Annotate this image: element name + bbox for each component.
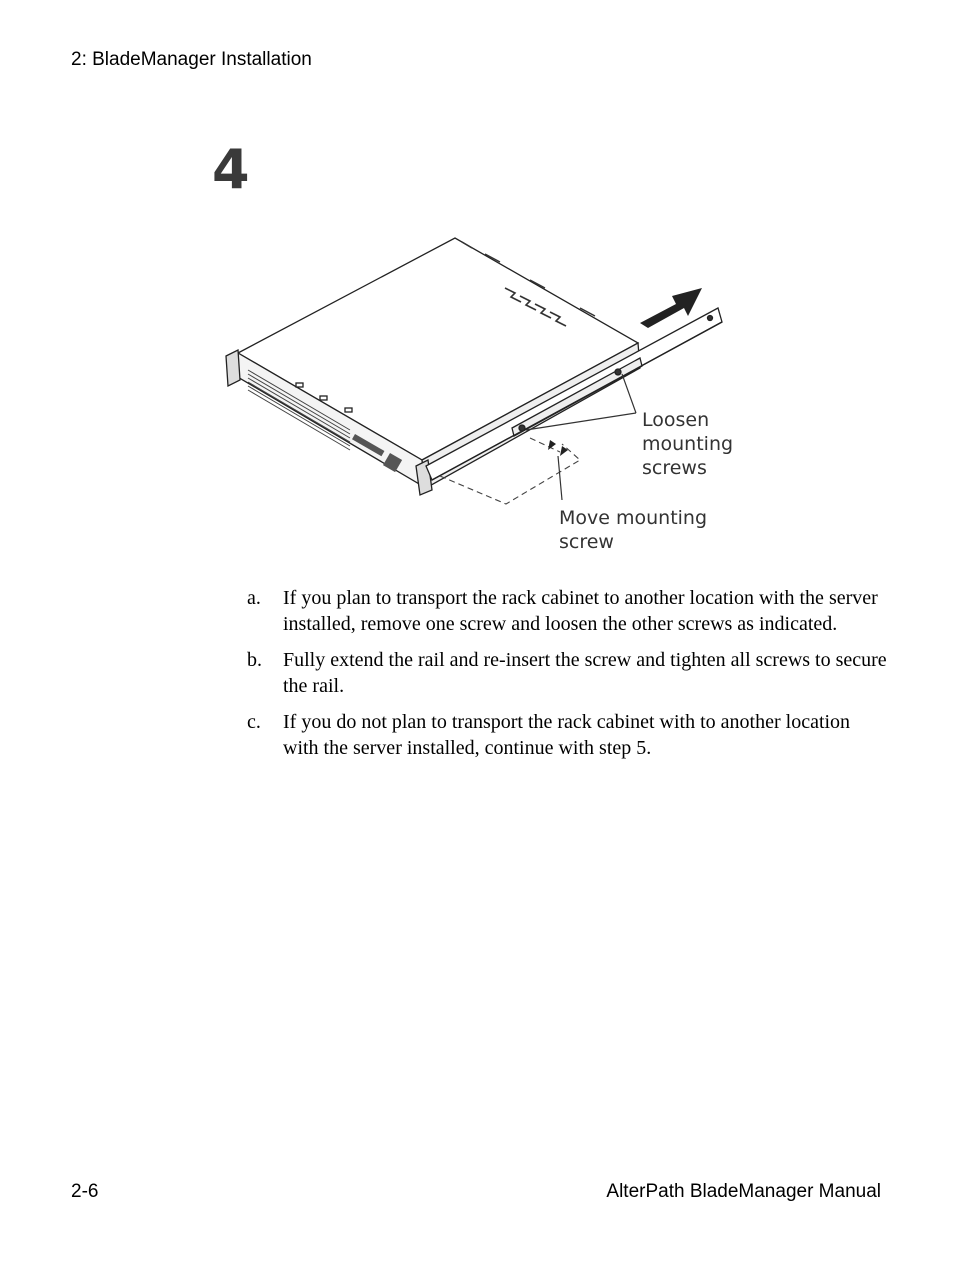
running-header: 2: BladeManager Installation [71, 49, 312, 70]
figure-step-number: 4 [212, 138, 250, 201]
callout-loosen-line-3: screws [642, 457, 707, 479]
manual-title: AlterPath BladeManager Manual [606, 1181, 881, 1202]
list-item [247, 710, 887, 761]
list-marker: a. [247, 587, 261, 609]
list-text: If you do not plan to transport the rack cabinet with to another location with the server installed, continue with step 5. [283, 711, 851, 759]
list-marker: b. [247, 649, 262, 671]
callout-loosen [642, 409, 739, 479]
list-marker: c. [247, 711, 261, 733]
installation-figure [200, 138, 760, 558]
list-text: If you plan to transport the rack cabinet to another location with the server installed, remove one screw and loosen the other screws as indicated. [283, 587, 878, 635]
callout-loosen-line-2: mounting [642, 433, 734, 455]
list-item [247, 648, 887, 699]
list-text: Fully extend the rail and re-insert the screw and tighten all screws to secure the rail. [283, 649, 887, 697]
server-chassis-illustration [226, 238, 640, 495]
page-number: 2-6 [71, 1181, 99, 1202]
callout-move-line-1: Move mounting [559, 507, 708, 529]
callout-loosen-line-1: Loosen [642, 409, 710, 431]
move-leader-line [558, 456, 562, 500]
step-list [247, 586, 887, 772]
callout-move [559, 507, 713, 553]
move-arrow-icon [560, 446, 568, 456]
list-item [247, 586, 887, 637]
callout-move-line-2: screw [559, 531, 614, 553]
